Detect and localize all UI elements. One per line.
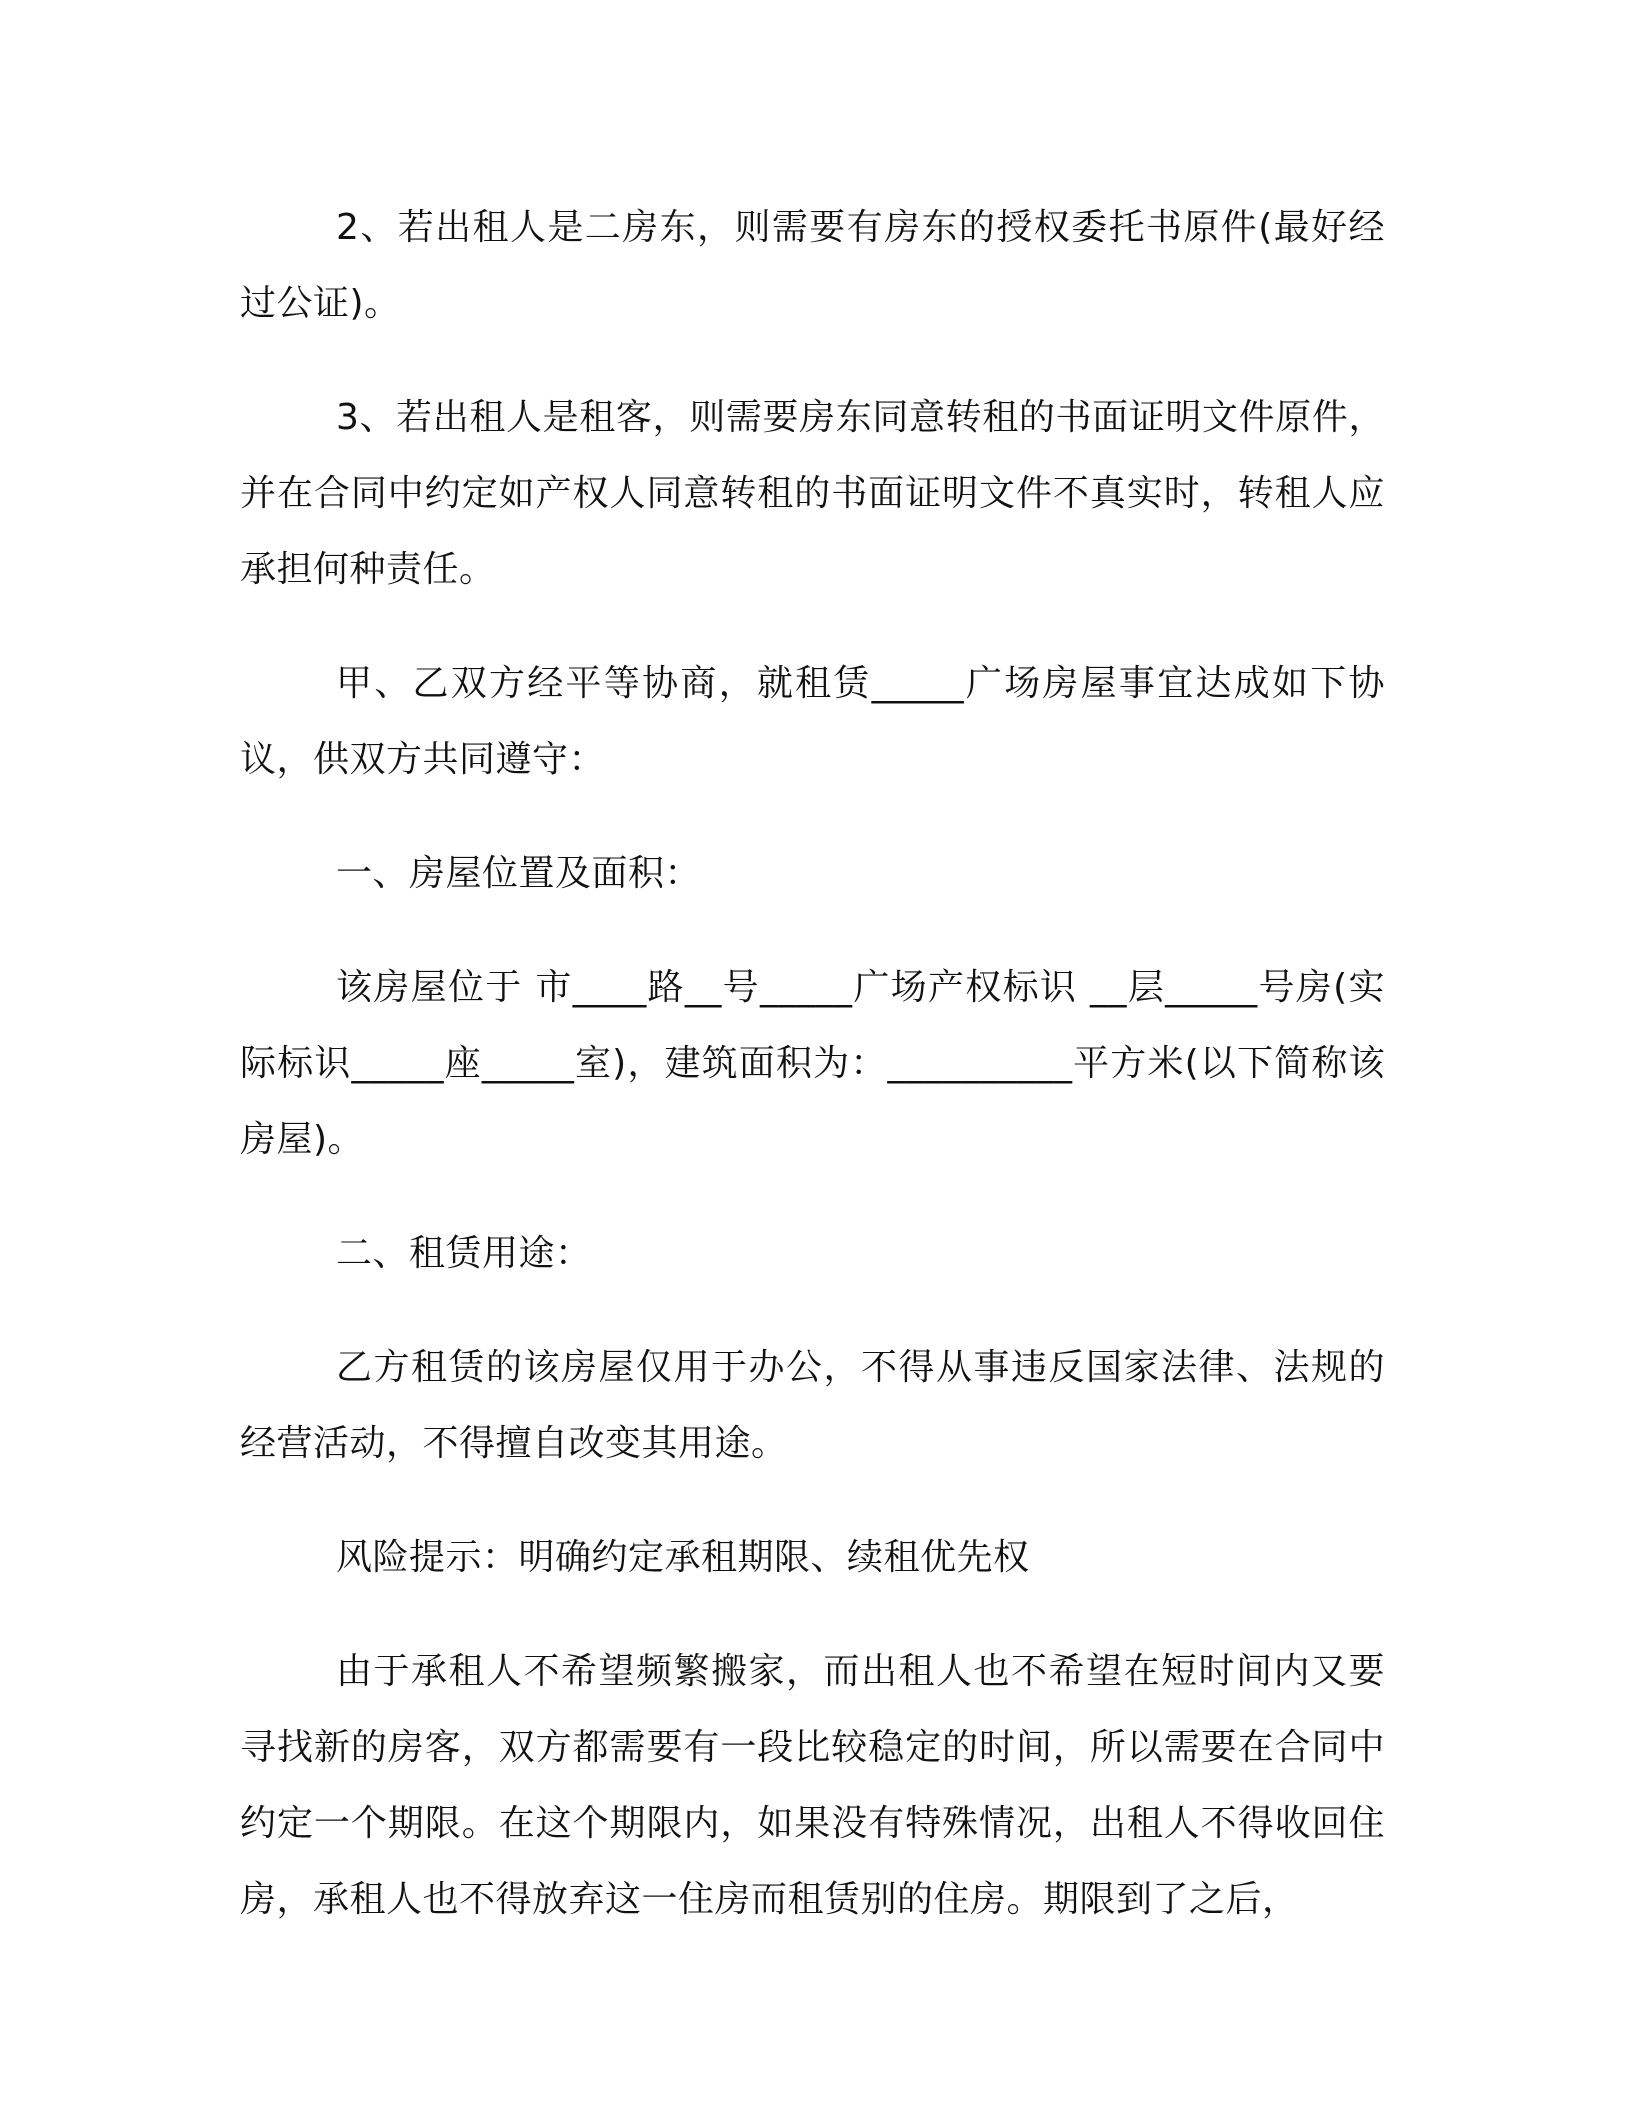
paragraph-agreement-intro: 甲、乙双方经平等协商，就租赁_____广场房屋事宜达成如下协议，供双方共同遵守： xyxy=(240,663,1385,780)
paragraph-usage-details: 乙方租赁的该房屋仅用于办公，不得从事违反国家法律、法规的经营活动，不得擅自改变其用途。 xyxy=(240,1347,1385,1464)
document-body xyxy=(240,190,1385,1976)
paragraph-lease-term: 由于承租人不希望频繁搬家，而出租人也不希望在短时间内又要寻找新的房客，双方都需要有一段比较稳定的时间，所以需要在合同中约定一个期限。在这个期限内，如果没有特殊情况，出租人不得收回住房，承租人也不得放弃这一住房而租赁别的住房。期限到了之后， xyxy=(240,1651,1385,1920)
paragraph-location-details: 该房屋位于 市____路__号_____广场产权标识 __层_____号房(实际标识_____座_____室)，建筑面积为：__________平方米(以下简称该房屋)。 xyxy=(240,967,1385,1160)
section-heading-location: 一、房屋位置及面积： xyxy=(336,853,702,894)
paragraph-sublease-tenant: 3、若出租人是租客，则需要房东同意转租的书面证明文件原件，并在合同中约定如产权人同意转租的书面证明文件不真实时，转租人应承担何种责任。 xyxy=(240,397,1385,590)
section-heading-usage: 二、租赁用途： xyxy=(336,1233,592,1274)
risk-note-heading: 风险提示：明确约定承租期限、续租优先权 xyxy=(336,1537,1030,1578)
paragraph-sublease-landlord: 2、若出租人是二房东，则需要有房东的授权委托书原件(最好经过公证)。 xyxy=(240,207,1385,324)
